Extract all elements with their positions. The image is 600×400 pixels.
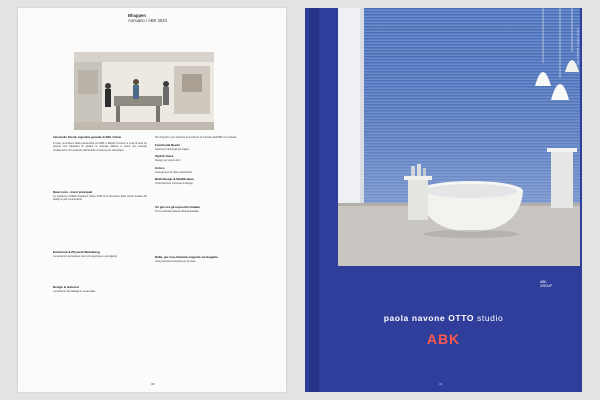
page-number-right: 31 bbox=[439, 382, 443, 386]
designer-name: paola navone bbox=[383, 313, 446, 323]
paragraph: Una gamma di colori selezionati. bbox=[155, 170, 193, 174]
otto-word: OTTO bbox=[448, 313, 475, 323]
subheading-clientela: Dalla, per una clientela esigente ed elegante bbox=[155, 254, 218, 259]
bathroom-advert-photo bbox=[338, 8, 580, 266]
designer-line bbox=[305, 313, 582, 323]
photo-credit: Sfondo | Bloom / Wallpaper ABK bbox=[576, 28, 579, 66]
bathroom-illustration bbox=[338, 8, 580, 266]
text-lines bbox=[53, 261, 147, 283]
subheading-colors: Colors bbox=[155, 165, 165, 170]
paragraph: La bellezza dei dettagli in essenziale. bbox=[53, 290, 96, 294]
studio-word: studio bbox=[477, 313, 504, 323]
paragraph: Le tendenze di Bath Fashions Show 2023 la di direzione delle scelte basate del design e dei consumatori. bbox=[53, 194, 147, 202]
subheading-espositori: Un giro tra gli espositori italiani bbox=[155, 205, 201, 210]
subheading-wellbeing: Emotional & Physical Well-Being bbox=[53, 250, 100, 255]
abk-logo: ABK bbox=[426, 331, 461, 347]
column-2 bbox=[155, 136, 249, 265]
lead-author: Alessandro Dorotti, segretario generale di ABK / Anima bbox=[53, 136, 121, 139]
paragraph: Le tendenze armoniose sono più spaziose e accoglienti. bbox=[53, 255, 118, 259]
right-page bbox=[305, 8, 582, 392]
intro-paragraph: Il ruolo promotore della partnership tra ABK e Bardot Concert a cura di tanti fa, proprio con l'obiettivo di aiutare le aziende italiane a renne più marcato sfruttamento non potendo dell'ambito di ricerca più nell'acqua. bbox=[53, 141, 147, 152]
paragraph: Soluzioni funzionali per bagni. bbox=[155, 147, 190, 151]
section-label: Bhappen bbox=[128, 13, 146, 18]
paragraph: Tra le aziende italiane all'avanguardia. bbox=[155, 210, 200, 214]
left-page bbox=[18, 8, 286, 392]
text-lines bbox=[53, 204, 147, 247]
subheading-functional: Functional Needs bbox=[155, 142, 181, 147]
subheading-dual-room: Dual room - trend principali bbox=[53, 189, 93, 194]
text-lines bbox=[155, 188, 249, 202]
paragraph: Una proposta completa per la casa. bbox=[155, 259, 196, 263]
abk-group-mini-logo bbox=[540, 280, 552, 288]
mini-logo-top: ABK bbox=[540, 280, 547, 284]
subheading-design: Design & textured bbox=[53, 285, 79, 290]
header-title: Annuario / ABK 2023 bbox=[128, 18, 167, 23]
column-1 bbox=[53, 136, 147, 296]
mini-logo-bottom: GROUP bbox=[540, 284, 553, 288]
article-body bbox=[53, 136, 249, 376]
text-lines bbox=[53, 154, 147, 186]
subheading-bath-design: Bath Design & Modification bbox=[155, 177, 194, 182]
text-lines bbox=[155, 216, 249, 252]
paragraph: Più di spazi e per sfruttare le tendenze di mercato dell'ABK sui contesti. bbox=[155, 136, 237, 139]
page-header bbox=[128, 13, 167, 23]
page-number-left: 30 bbox=[151, 382, 155, 386]
paragraph: Design per spazi unici. bbox=[155, 159, 182, 163]
exhibition-photo bbox=[74, 52, 214, 130]
paragraph: Un'evoluzione continua di design. bbox=[155, 182, 194, 186]
brand-block bbox=[305, 313, 582, 347]
subheading-stylish: Stylish Voice bbox=[155, 154, 174, 159]
exhibition-illustration bbox=[74, 52, 214, 130]
